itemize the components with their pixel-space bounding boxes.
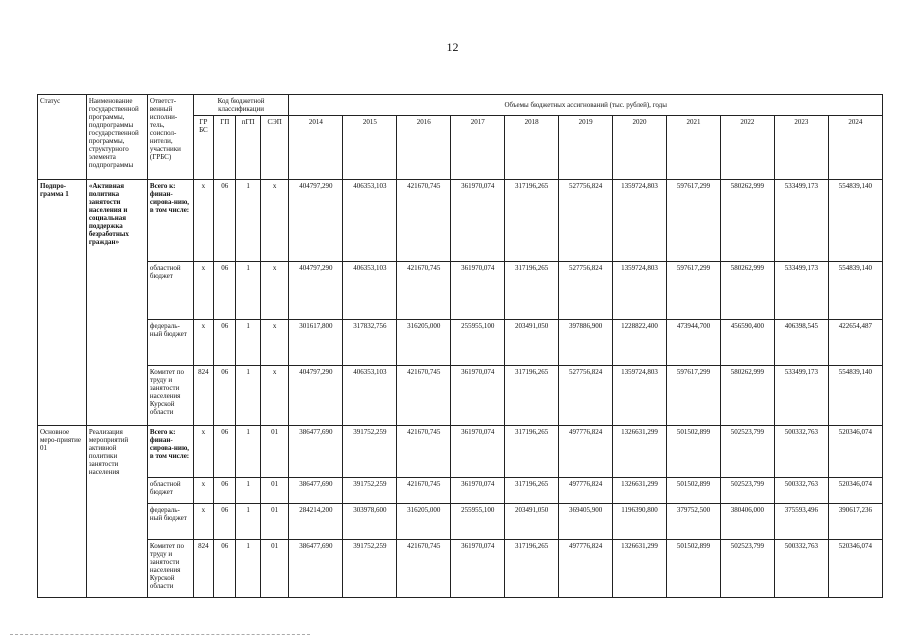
cell-code: 824 [193,366,213,426]
cell-value: 554839,140 [828,180,882,262]
cell-value: 554839,140 [828,366,882,426]
cell-code: 1 [236,540,260,598]
cell-value: 500332,763 [774,478,828,504]
cell-value: 386477,690 [289,426,343,478]
header-year: 2018 [505,116,559,180]
cell-code: 06 [214,366,236,426]
cell-code: х [260,320,289,366]
cell-code: 06 [214,262,236,320]
cell-code: 1 [236,180,260,262]
cell-responsible: федераль-ный бюджет [147,320,193,366]
cell-value: 1196390,800 [613,504,667,540]
header-volumes: Объемы бюджетных ассигнований (тыс. рублей), годы [289,95,883,116]
cell-code: 06 [214,320,236,366]
cell-value: 255955,100 [451,504,505,540]
cell-value: 421670,745 [397,180,451,262]
table-row [38,320,883,366]
cell-responsible: федераль-ный бюджет [147,504,193,540]
table-row [38,478,883,504]
cell-value: 317196,265 [505,426,559,478]
page-number: 12 [446,40,459,54]
cell-value: 500332,763 [774,540,828,598]
table-row [38,540,883,598]
header-code-sep: СЭП [260,116,289,180]
header-code-pgp: пГП [236,116,260,180]
cell-responsible: Всего к: финан-сирова-нию, в том числе: [147,180,193,262]
cell-value: 527756,824 [559,180,613,262]
cell-name: «Активная политика занятости населения и социальная поддержка безработных граждан» [86,180,147,426]
cell-value: 386477,690 [289,540,343,598]
header-year: 2022 [720,116,774,180]
cell-value: 527756,824 [559,262,613,320]
cell-value: 203491,050 [505,320,559,366]
cell-value: 375593,496 [774,504,828,540]
cell-value: 301617,800 [289,320,343,366]
cell-value: 497776,824 [559,540,613,598]
cell-value: 501502,899 [666,426,720,478]
cell-responsible: Всего к: финан-сирова-нию, в том числе: [147,426,193,478]
cell-value: 203491,050 [505,504,559,540]
cell-value: 473944,700 [666,320,720,366]
header-status: Статус [38,95,87,180]
cell-value: 391752,259 [343,426,397,478]
cell-code: 01 [260,478,289,504]
cell-code: 824 [193,540,213,598]
cell-value: 1326631,299 [613,478,667,504]
table-row [38,262,883,320]
cell-value: 380406,000 [720,504,774,540]
cell-value: 456590,400 [720,320,774,366]
cell-value: 580262,999 [720,180,774,262]
cell-value: 500332,763 [774,426,828,478]
cell-value: 421670,745 [397,540,451,598]
cell-value: 1359724,803 [613,180,667,262]
cell-value: 406353,103 [343,180,397,262]
cell-code: 1 [236,478,260,504]
cell-code: 1 [236,262,260,320]
cell-value: 533499,173 [774,262,828,320]
header-year: 2021 [666,116,720,180]
cell-code: х [193,426,213,478]
cell-code: х [193,262,213,320]
cell-code: 06 [214,180,236,262]
header-year: 2017 [451,116,505,180]
cell-value: 520346,074 [828,540,882,598]
cell-value: 397886,900 [559,320,613,366]
header-responsible: Ответст-венный исполни-тель, соиспол-нители, участники (ГРБС) [147,95,193,180]
cell-value: 533499,173 [774,180,828,262]
cell-value: 369405,900 [559,504,613,540]
cell-code: 1 [236,504,260,540]
header-year: 2024 [828,116,882,180]
cell-code: 06 [214,478,236,504]
cell-value: 421670,745 [397,426,451,478]
cell-code: 1 [236,366,260,426]
cell-code: х [193,180,213,262]
cell-code: 1 [236,426,260,478]
header-budget-code: Код бюджетной классификации [193,95,289,116]
cell-value: 597617,299 [666,262,720,320]
header-year: 2019 [559,116,613,180]
cell-code: х [260,180,289,262]
cell-value: 580262,999 [720,262,774,320]
cell-name: Реализация мероприятий активной политики занятости населения [86,426,147,598]
cell-code: х [193,320,213,366]
cell-value: 501502,899 [666,478,720,504]
header-year: 2016 [397,116,451,180]
cell-value: 316205,000 [397,320,451,366]
header-name: Наименование государственной программы, подпрограммы государственной программы, структурного элемента подпрограммы [86,95,147,180]
cell-value: 502523,799 [720,478,774,504]
cell-value: 1326631,299 [613,426,667,478]
cell-code: 06 [214,540,236,598]
cell-code: 1 [236,320,260,366]
cell-value: 390617,236 [828,504,882,540]
cell-value: 255955,100 [451,320,505,366]
cell-value: 406353,103 [343,366,397,426]
cell-value: 520346,074 [828,478,882,504]
cell-value: 421670,745 [397,262,451,320]
cell-value: 317832,756 [343,320,397,366]
cell-value: 1326631,299 [613,540,667,598]
cell-value: 421670,745 [397,366,451,426]
cell-value: 317196,265 [505,366,559,426]
cell-value: 520346,074 [828,426,882,478]
cell-value: 386477,690 [289,478,343,504]
cell-value: 317196,265 [505,478,559,504]
footer-divider [10,634,310,636]
cell-value: 422654,487 [828,320,882,366]
cell-code: 01 [260,540,289,598]
cell-value: 361970,074 [451,262,505,320]
cell-code: 06 [214,426,236,478]
cell-value: 406398,545 [774,320,828,366]
cell-code: 01 [260,426,289,478]
cell-code: х [260,262,289,320]
cell-value: 391752,259 [343,540,397,598]
cell-code: х [193,504,213,540]
cell-code: х [193,478,213,504]
cell-responsible: областной бюджет [147,262,193,320]
cell-value: 421670,745 [397,478,451,504]
cell-value: 502523,799 [720,540,774,598]
cell-value: 361970,074 [451,366,505,426]
cell-responsible: областной бюджет [147,478,193,504]
cell-code: х [260,366,289,426]
cell-value: 317196,265 [505,180,559,262]
cell-value: 554839,140 [828,262,882,320]
cell-value: 317196,265 [505,262,559,320]
cell-value: 404797,290 [289,366,343,426]
cell-value: 404797,290 [289,180,343,262]
cell-value: 316205,000 [397,504,451,540]
cell-code: 06 [214,504,236,540]
cell-value: 1228822,400 [613,320,667,366]
table-row [38,366,883,426]
table-row [38,180,883,262]
cell-value: 317196,265 [505,540,559,598]
cell-value: 406353,103 [343,262,397,320]
cell-status: Основное меро-приятие 01 [38,426,87,598]
cell-value: 1359724,803 [613,262,667,320]
cell-value: 361970,074 [451,180,505,262]
cell-value: 404797,290 [289,262,343,320]
cell-value: 580262,999 [720,366,774,426]
cell-code: 01 [260,504,289,540]
header-year: 2020 [613,116,667,180]
cell-value: 303978,600 [343,504,397,540]
cell-value: 497776,824 [559,478,613,504]
cell-responsible: Комитет по труду и занятости населения Курской области [147,366,193,426]
cell-value: 1359724,803 [613,366,667,426]
cell-value: 284214,200 [289,504,343,540]
cell-value: 391752,259 [343,478,397,504]
header-year: 2023 [774,116,828,180]
cell-value: 379752,500 [666,504,720,540]
cell-value: 597617,299 [666,366,720,426]
cell-value: 497776,824 [559,426,613,478]
table-row [38,426,883,478]
cell-value: 597617,299 [666,180,720,262]
cell-status: Подпро-грамма 1 [38,180,87,426]
cell-value: 361970,074 [451,426,505,478]
header-code-gp: ГП [214,116,236,180]
cell-value: 361970,074 [451,540,505,598]
cell-responsible: Комитет по труду и занятости населения Курской области [147,540,193,598]
cell-value: 501502,899 [666,540,720,598]
cell-value: 527756,824 [559,366,613,426]
cell-value: 361970,074 [451,478,505,504]
cell-value: 533499,173 [774,366,828,426]
cell-value: 502523,799 [720,426,774,478]
table-row [38,504,883,540]
header-year: 2014 [289,116,343,180]
budget-table [37,94,883,598]
header-year: 2015 [343,116,397,180]
header-code-grbs: ГР БС [193,116,213,180]
